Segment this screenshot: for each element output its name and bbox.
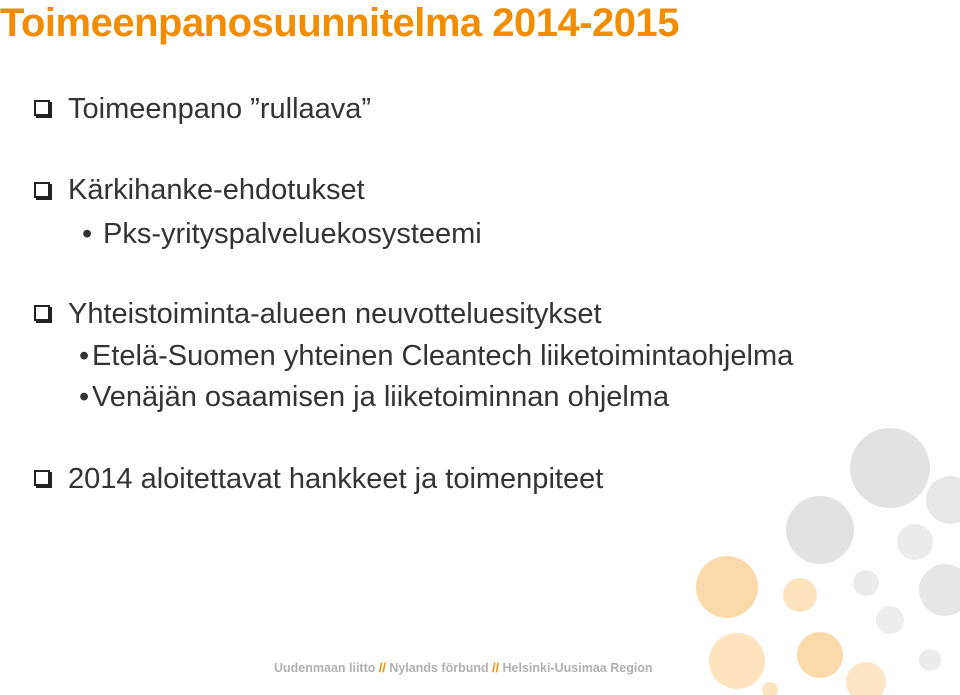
- footer-organizations: [274, 661, 653, 675]
- slide-title: Toimeenpanosuunnitelma 2014-2015: [0, 1, 680, 45]
- footer-separator: //: [488, 661, 503, 675]
- footer-org-1: Uudenmaan liitto: [274, 661, 376, 675]
- bullet-dot-icon: •: [82, 218, 93, 250]
- bullet-item-1: Toimeenpano ”rullaava”: [68, 93, 372, 125]
- bullet-item-2: Kärkihanke-ehdotukset: [68, 174, 365, 206]
- deco-circle: [696, 556, 758, 618]
- deco-circle: [709, 633, 765, 689]
- deco-circle: [850, 428, 930, 508]
- deco-circle: [919, 649, 941, 671]
- deco-circle: [786, 496, 854, 564]
- deco-circle: [783, 578, 817, 612]
- deco-circle: [876, 606, 904, 634]
- deco-circle: [897, 524, 933, 560]
- deco-circle: [919, 564, 960, 616]
- deco-circle: [846, 662, 886, 695]
- deco-circle: [797, 632, 843, 678]
- deco-circle: [853, 570, 879, 596]
- sub-item-3-2: Venäjän osaamisen ja liiketoiminnan ohjelma: [92, 381, 670, 413]
- deco-circle: [762, 682, 778, 695]
- footer-org-2: Nylands förbund: [389, 661, 489, 675]
- footer-org-3: Helsinki-Uusimaa Region: [502, 661, 653, 675]
- footer-separator: //: [375, 661, 390, 675]
- bullet-dot-icon: •: [79, 340, 90, 372]
- bullet-item-3: Yhteistoiminta-alueen neuvotteluesitykset: [68, 298, 602, 330]
- sub-item-3-1: Etelä-Suomen yhteinen Cleantech liiketoimintaohjelma: [92, 340, 794, 372]
- bullet-item-4: 2014 aloitettavat hankkeet ja toimenpiteet: [68, 463, 604, 495]
- sub-item-2-1: Pks-yrityspalveluekosysteemi: [103, 218, 482, 250]
- deco-circle: [926, 476, 960, 524]
- bullet-dot-icon: •: [79, 381, 90, 413]
